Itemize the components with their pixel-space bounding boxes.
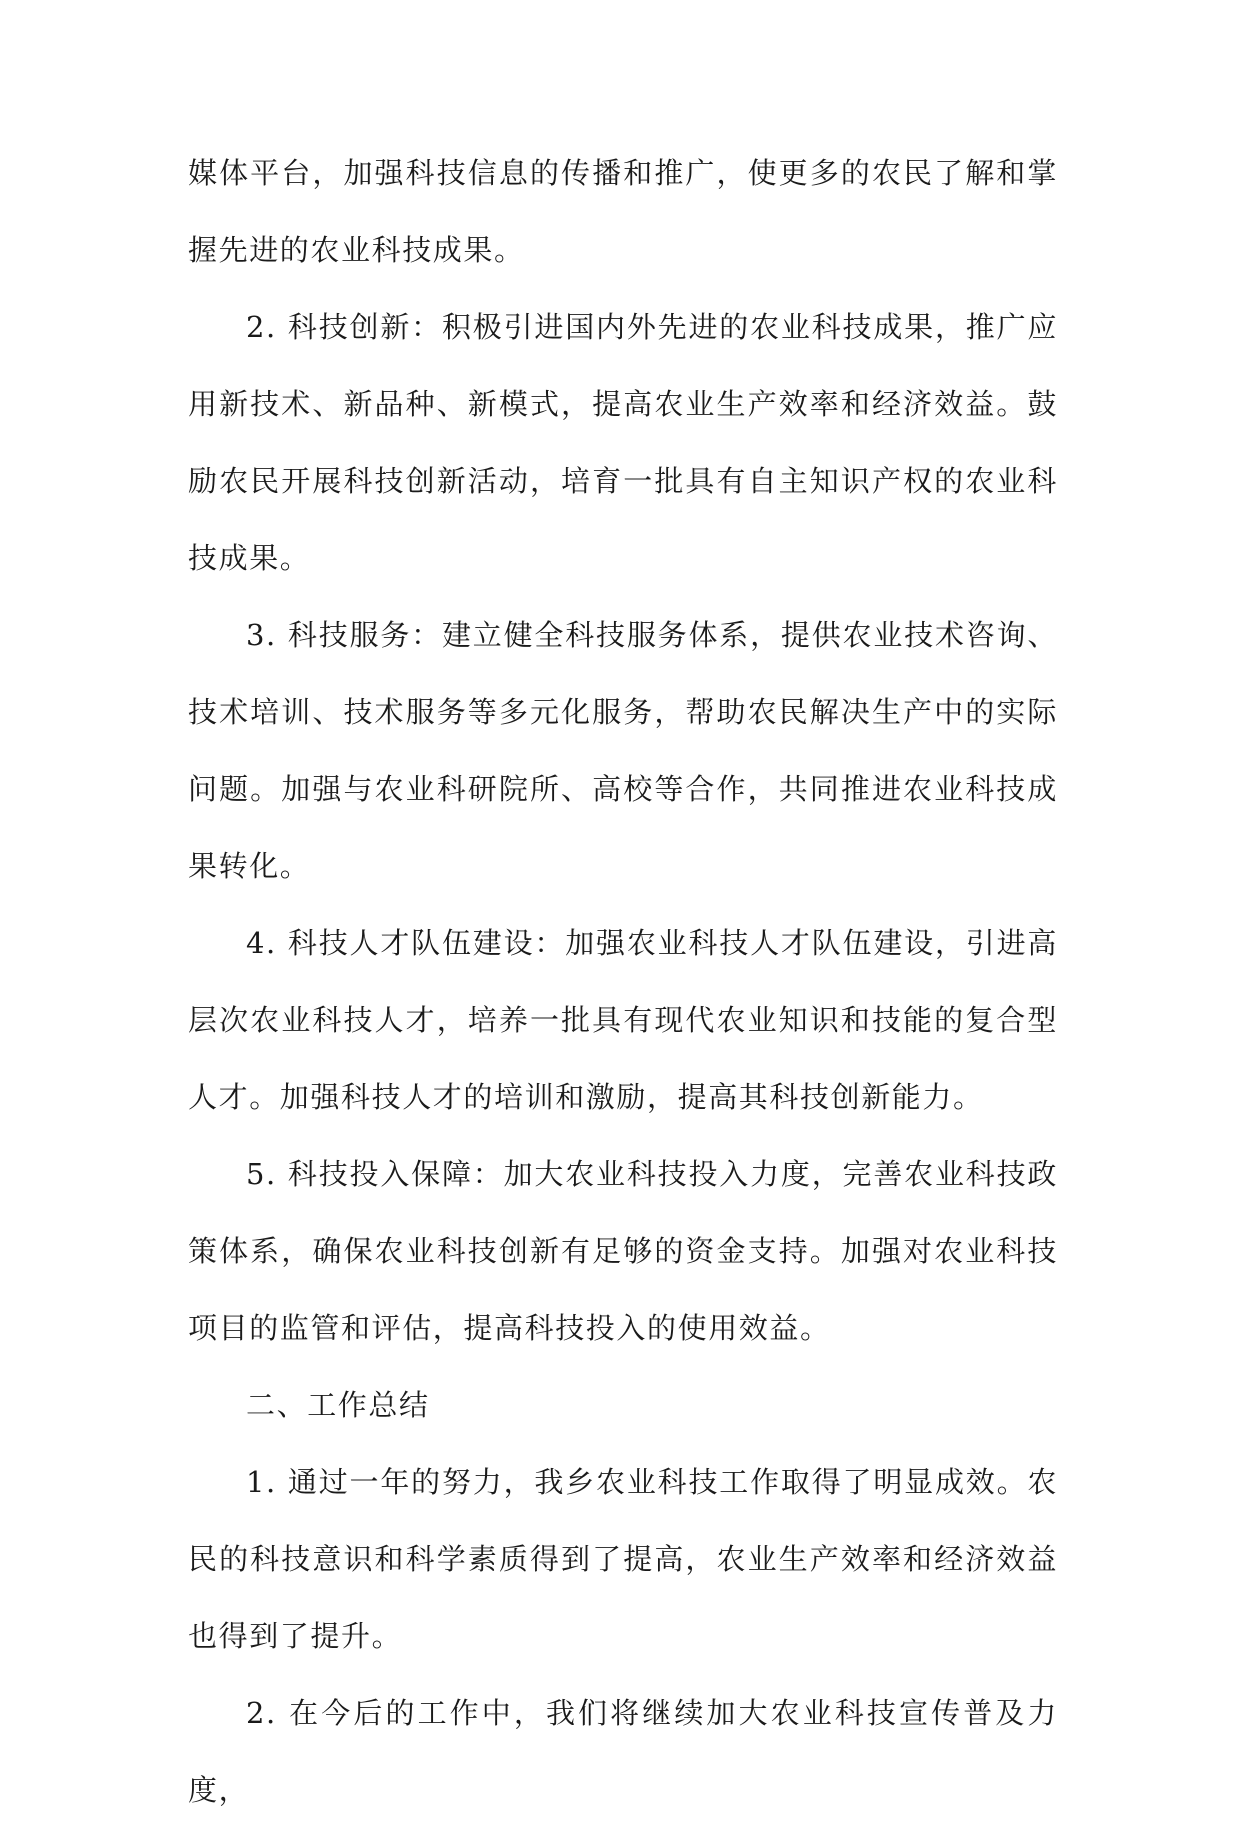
paragraph-tech-investment: 5. 科技投入保障：加大农业科技投入力度，完善农业科技政策体系，确保农业科技创新有足够的资金支持。加强对农业科技项目的监管和评估，提高科技投入的使用效益。 bbox=[188, 1157, 1058, 1345]
paragraph-future-work: 2. 在今后的工作中，我们将继续加大农业科技宣传普及力度， bbox=[188, 1696, 1058, 1807]
paragraph-tech-talent: 4. 科技人才队伍建设：加强农业科技人才队伍建设，引进高层次农业科技人才，培养一批具有现代农业知识和技能的复合型人才。加强科技人才的培训和激励，提高其科技创新能力。 bbox=[188, 926, 1058, 1114]
paragraph-tech-service: 3. 科技服务：建立健全科技服务体系，提供农业技术咨询、技术培训、技术服务等多元化服务，帮助农民解决生产中的实际问题。加强与农业科研院所、高校等合作，共同推进农业科技成果转化。 bbox=[188, 618, 1058, 883]
document-body bbox=[188, 135, 1058, 1829]
paragraph-tech-innovation: 2. 科技创新：积极引进国内外先进的农业科技成果，推广应用新技术、新品种、新模式，提高农业生产效率和经济效益。鼓励农民开展科技创新活动，培育一批具有自主知识产权的农业科技成果。 bbox=[188, 310, 1058, 575]
paragraph-summary-results: 1. 通过一年的努力，我乡农业科技工作取得了明显成效。农民的科技意识和科学素质得到了提高，农业生产效率和经济效益也得到了提升。 bbox=[188, 1465, 1058, 1653]
section-heading-work-summary: 二、工作总结 bbox=[246, 1388, 430, 1422]
paragraph-media-platform: 媒体平台，加强科技信息的传播和推广，使更多的农民了解和掌握先进的农业科技成果。 bbox=[188, 156, 1058, 267]
